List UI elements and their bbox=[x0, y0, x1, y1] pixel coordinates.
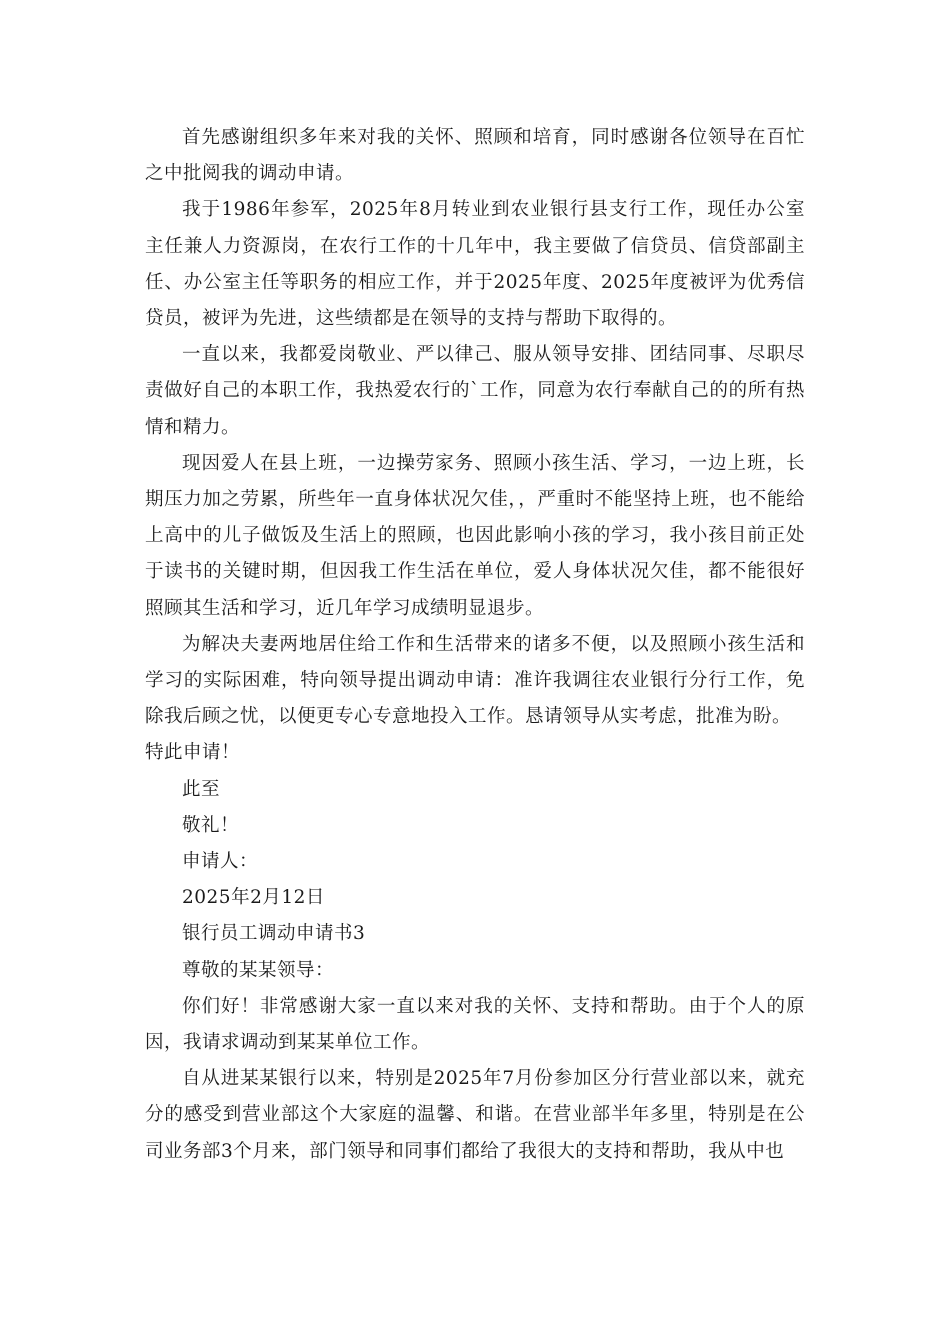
paragraph-background: 我于1986年参军，2025年8月转业到农业银行县支行工作，现任办公室主任兼人力资源岗，在农行工作的十几年中，我主要做了信贷员、信贷部副主任、办公室主任等职务的相应工作，并于2025年度、2025年度被评为优秀信贷员，被评为先进，这些绩都是在领导的支持与帮助下取得的。 bbox=[145, 199, 805, 330]
paragraph-family-situation: 现因爱人在县上班，一边操劳家务、照顾小孩生活、学习，一边上班，长期压力加之劳累，所些年一直身体状况欠佳，，严重时不能坚持上班，也不能给上高中的儿子做饭及生活上的照顾，也因此影响小孩的学习，我小孩目前正处于读书的关键时期，但因我工作生活在单位，爱人身体状况欠佳，都不能很好照顾其生活和学习，近几年学习成绩明显退步。 bbox=[145, 452, 805, 619]
paragraph-thanks: 首先感谢组织多年来对我的关怀、照顾和培育，同时感谢各位领导在百忙之中批阅我的调动申请。 bbox=[145, 127, 805, 185]
closing-statement: 特此申请！ bbox=[145, 742, 241, 764]
section-title: 银行员工调动申请书3 bbox=[182, 923, 366, 945]
paragraph-dedication: 一直以来，我都爱岗敬业、严以律己、服从领导安排、团结同事、尽职尽责做好自己的本职工作，我热爱农行的`工作，同意为农行奉献自己的的所有热情和精力。 bbox=[145, 344, 805, 438]
document-page bbox=[145, 120, 805, 1170]
applicant-label: 申请人： bbox=[182, 851, 259, 873]
paragraph-greeting: 你们好！非常感谢大家一直以来对我的关怀、支持和帮助。由于个人的原因，我请求调动到某某单位工作。 bbox=[145, 995, 805, 1054]
paragraph-experience: 自从进某某银行以来，特别是2025年7月份参加区分行营业部以来，就充分的感受到营业部这个大家庭的温馨、和谐。在营业部半年多里，特别是在公司业务部3个月来，部门领导和同事们都给了我很大的支持和帮助，我从中也 bbox=[145, 1068, 805, 1162]
salutation-line-2: 敬礼！ bbox=[182, 814, 240, 836]
salutation-line-1: 此至 bbox=[182, 778, 221, 800]
letter-date: 2025年2月12日 bbox=[182, 887, 325, 909]
addressee: 尊敬的某某领导： bbox=[182, 959, 335, 981]
paragraph-request: 为解决夫妻两地居住给工作和生活带来的诸多不便，以及照顾小孩生活和学习的实际困难，特向领导提出调动申请：准许我调往农业银行分行工作，免除我后顾之忧，以便更专心专意地投入工作。恳请领导从实考虑，批准为盼。 bbox=[145, 633, 805, 728]
